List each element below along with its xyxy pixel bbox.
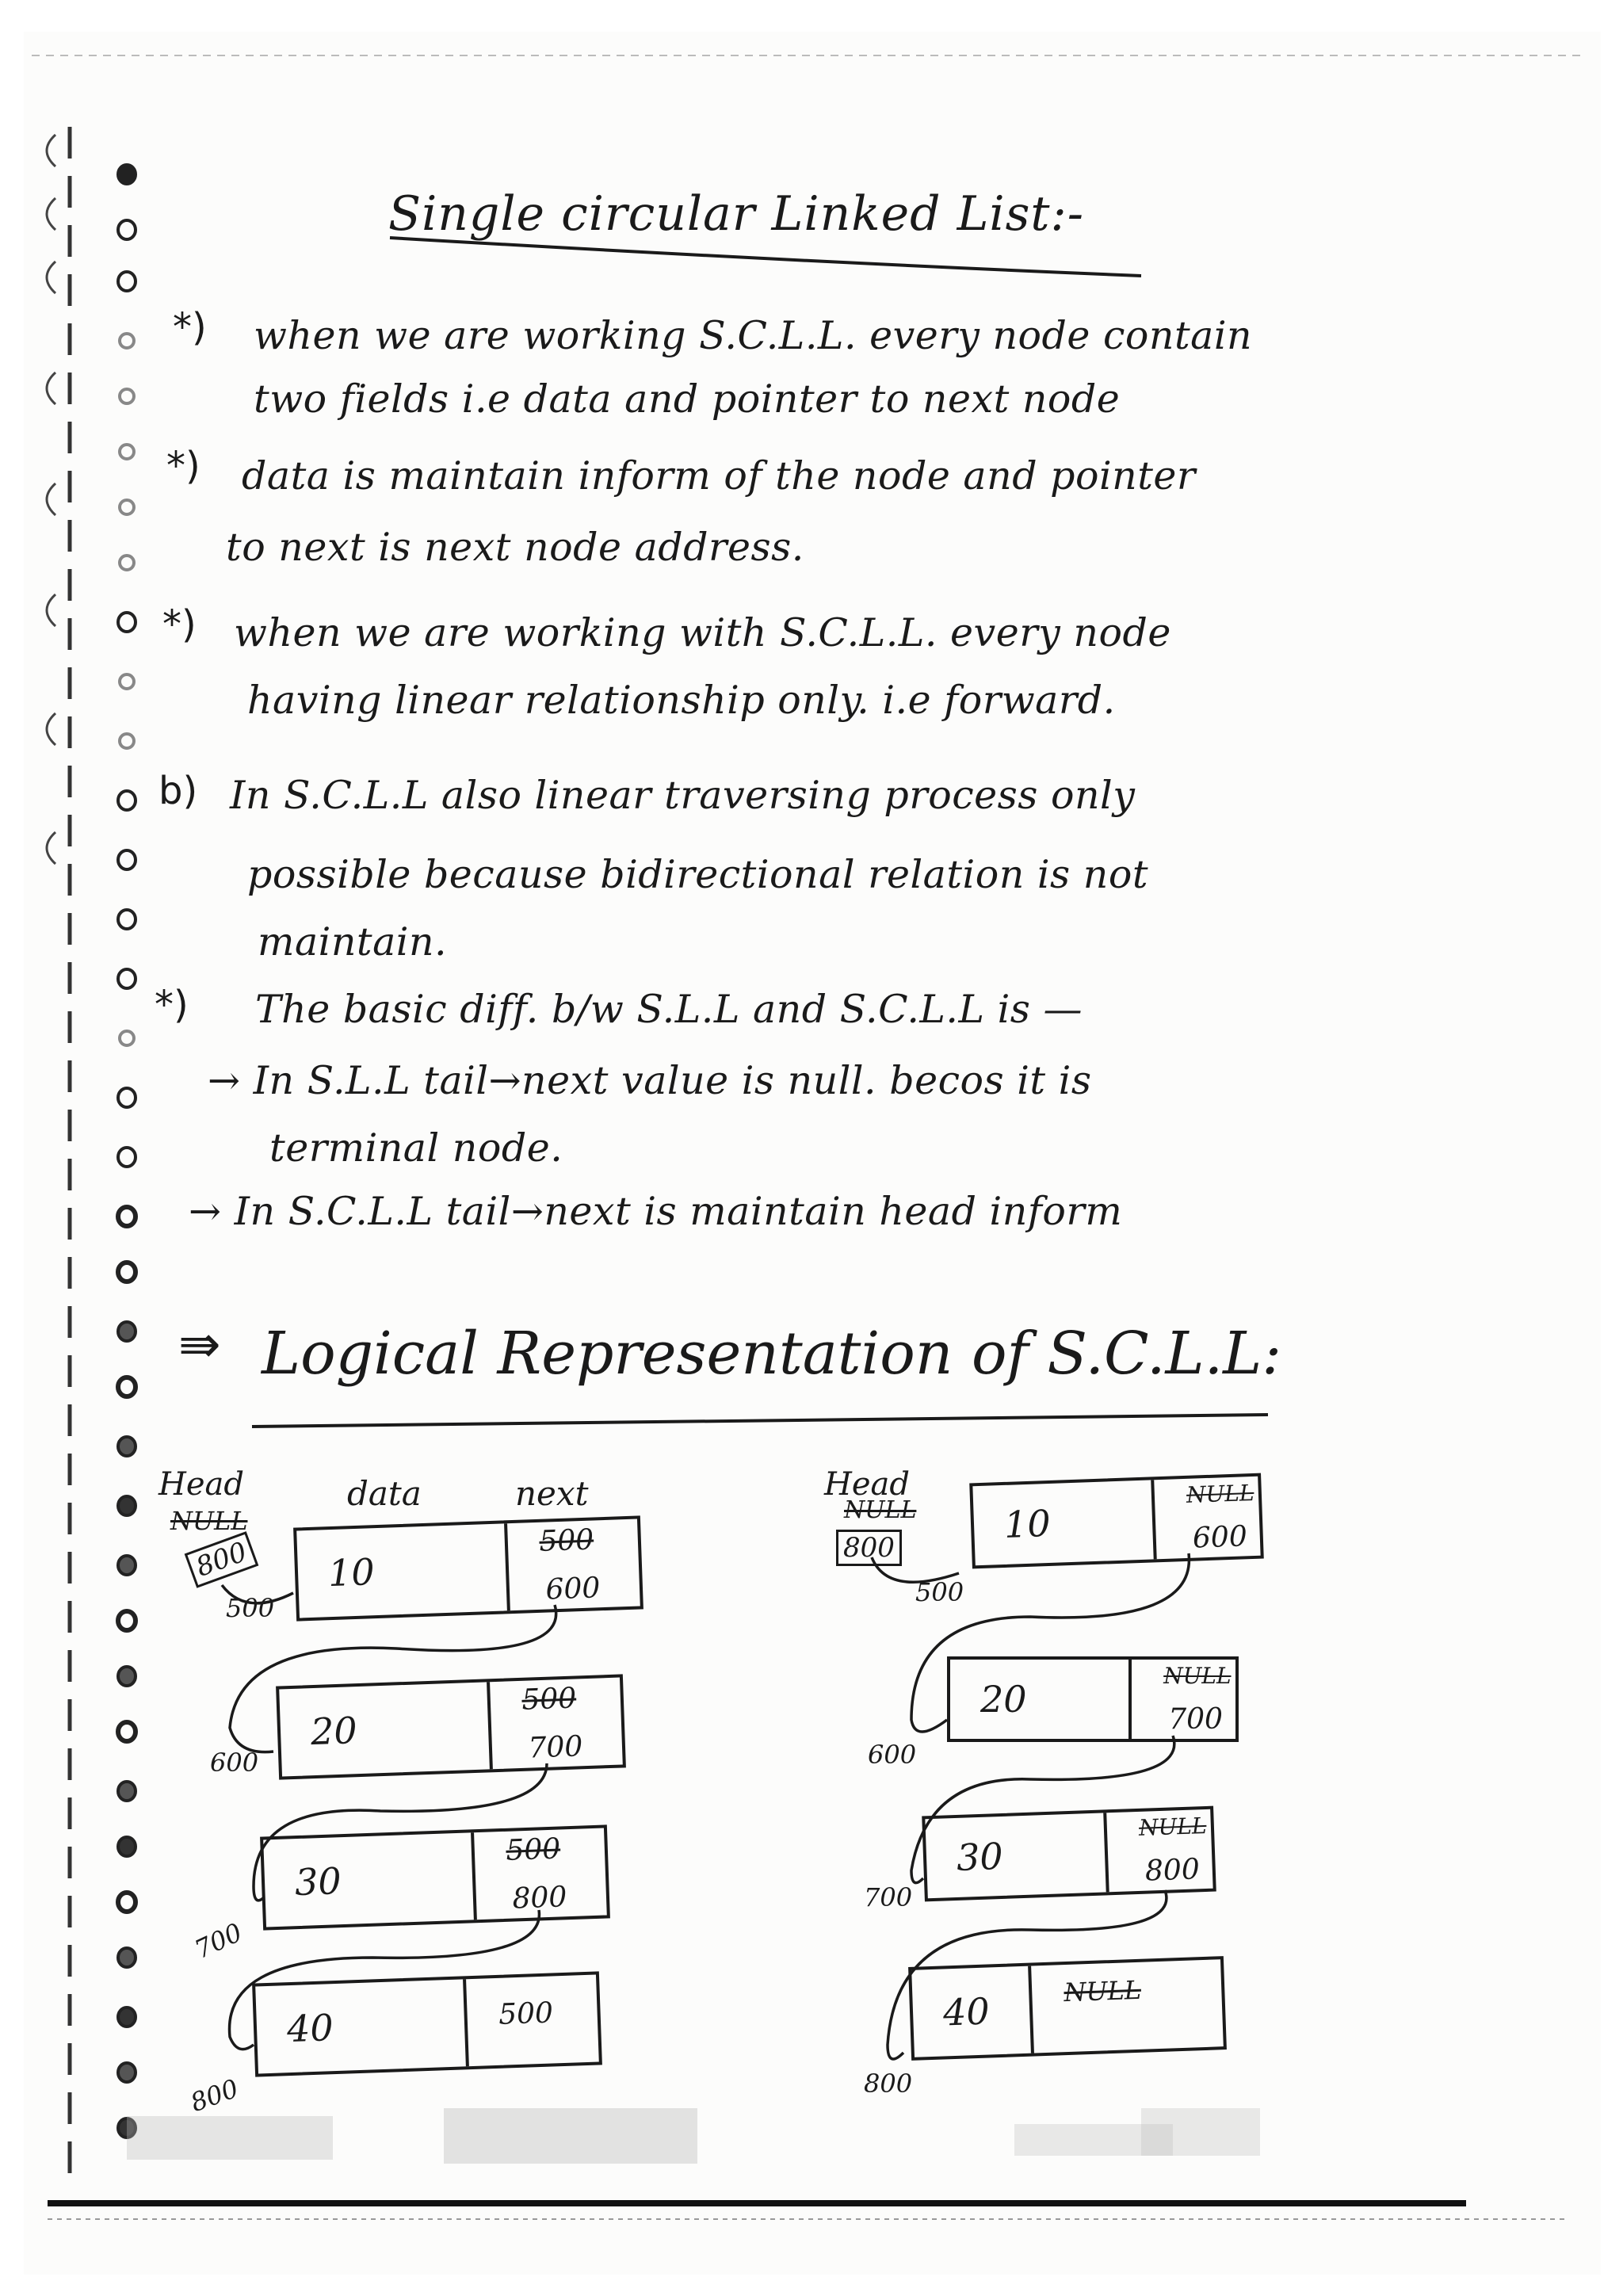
- right-node-2-next-value: 700: [1168, 1703, 1223, 1736]
- left-link-1-2: [230, 1605, 556, 1752]
- right-link-1-2: [911, 1553, 1189, 1732]
- note-2-line-1: data is maintain inform of the node and pointer: [242, 453, 1196, 499]
- left-node-2-next-value: 700: [527, 1730, 583, 1765]
- left-link-2-3: [254, 1763, 547, 1901]
- right-node-3-address: 700: [864, 1882, 913, 1912]
- right-link-2-3: [911, 1736, 1174, 1883]
- left-col-next-label: next: [515, 1474, 589, 1513]
- page-title: Single circular Linked List:-: [388, 186, 1084, 242]
- left-node-4-data: 40: [255, 1979, 468, 2073]
- right-node-2-address: 600: [868, 1740, 917, 1770]
- note-2-marker: *): [166, 444, 200, 488]
- right-node-2-data: 20: [950, 1660, 1132, 1739]
- right-node-4-data: 40: [911, 1966, 1034, 2057]
- left-node-2-address: 600: [210, 1748, 259, 1778]
- note-5-marker: *): [155, 983, 189, 1027]
- note-2-line-2: to next is next node address.: [226, 525, 804, 570]
- left-node-1-next-value: 600: [544, 1572, 601, 1606]
- note-5-line-1: The basic diff. b/w S.L.L and S.C.L.L is —: [255, 987, 1083, 1032]
- section-arrow-icon: ⇛: [178, 1316, 221, 1374]
- right-node-1-data: 10: [972, 1480, 1157, 1565]
- note-5-line-3: terminal node.: [269, 1125, 563, 1171]
- right-node-4-next-struck: NULL: [1063, 1974, 1142, 2008]
- left-node-1-next-struck: 500: [538, 1523, 594, 1558]
- note-4-line-1: In S.C.L.L also linear traversing process only: [230, 773, 1136, 818]
- left-col-data-label: data: [347, 1474, 422, 1513]
- right-node-4-address: 800: [864, 2069, 913, 2099]
- note-4-line-3: maintain.: [258, 919, 448, 965]
- right-node-3-next-value: 800: [1144, 1853, 1201, 1888]
- right-node-1-next-struck: NULL: [1186, 1479, 1254, 1508]
- right-head-value: 800: [836, 1530, 902, 1566]
- note-1-line-2: two fields i.e data and pointer to next node: [254, 376, 1121, 422]
- right-head-arrow-value: 500: [915, 1577, 964, 1607]
- left-node-1-data: 10: [296, 1523, 510, 1618]
- right-head-struck: NULL: [844, 1496, 917, 1524]
- left-head-struck: NULL: [170, 1506, 248, 1536]
- left-head-arrow: [222, 1585, 293, 1603]
- right-node-3-next-struck: NULL: [1138, 1812, 1207, 1841]
- note-1-marker: *): [173, 305, 207, 350]
- left-link-3-4: [230, 1910, 540, 2050]
- note-1-line-1: when we are working S.C.L.L. every node contain: [254, 313, 1253, 358]
- note-5-line-4: → In S.C.L.L tail→next is maintain head inform: [189, 1189, 1123, 1234]
- note-4-marker: b): [158, 769, 198, 813]
- right-node-1-next-value: 600: [1192, 1520, 1248, 1555]
- right-head-arrow: [872, 1557, 959, 1582]
- note-5-line-2: → In S.L.L tail→next value is null. becos it is: [208, 1058, 1092, 1103]
- note-3-line-2: having linear relationship only. i.e forward.: [247, 678, 1116, 723]
- left-head-value: 800: [185, 1531, 259, 1588]
- left-node-4-address: 800: [186, 2073, 242, 2118]
- left-node-2-data: 20: [279, 1682, 492, 1776]
- note-3-marker: *): [162, 602, 197, 647]
- right-node-3-data: 30: [925, 1813, 1109, 1898]
- right-node-2-next-struck: NULL: [1163, 1663, 1232, 1689]
- left-head-arrow-value: 500: [226, 1593, 275, 1623]
- left-node-4-next-value: 500: [498, 1996, 554, 2031]
- right-head-label: Head: [824, 1466, 911, 1503]
- right-link-3-4: [888, 1890, 1167, 2059]
- note-4-line-2: possible because bidirectional relation is not: [247, 852, 1149, 897]
- left-node-2-next-struck: 500: [521, 1682, 577, 1717]
- left-node-3-next-struck: 500: [505, 1832, 561, 1867]
- left-node-3-data: 30: [263, 1832, 476, 1927]
- left-node-3-address: 700: [189, 1916, 247, 1966]
- section-title: Logical Representation of S.C.L.L:: [262, 1320, 1282, 1388]
- note-3-line-1: when we are working with S.C.L.L. every node: [234, 610, 1171, 655]
- left-head-label: Head: [158, 1466, 245, 1503]
- left-node-3-next-value: 800: [511, 1881, 567, 1916]
